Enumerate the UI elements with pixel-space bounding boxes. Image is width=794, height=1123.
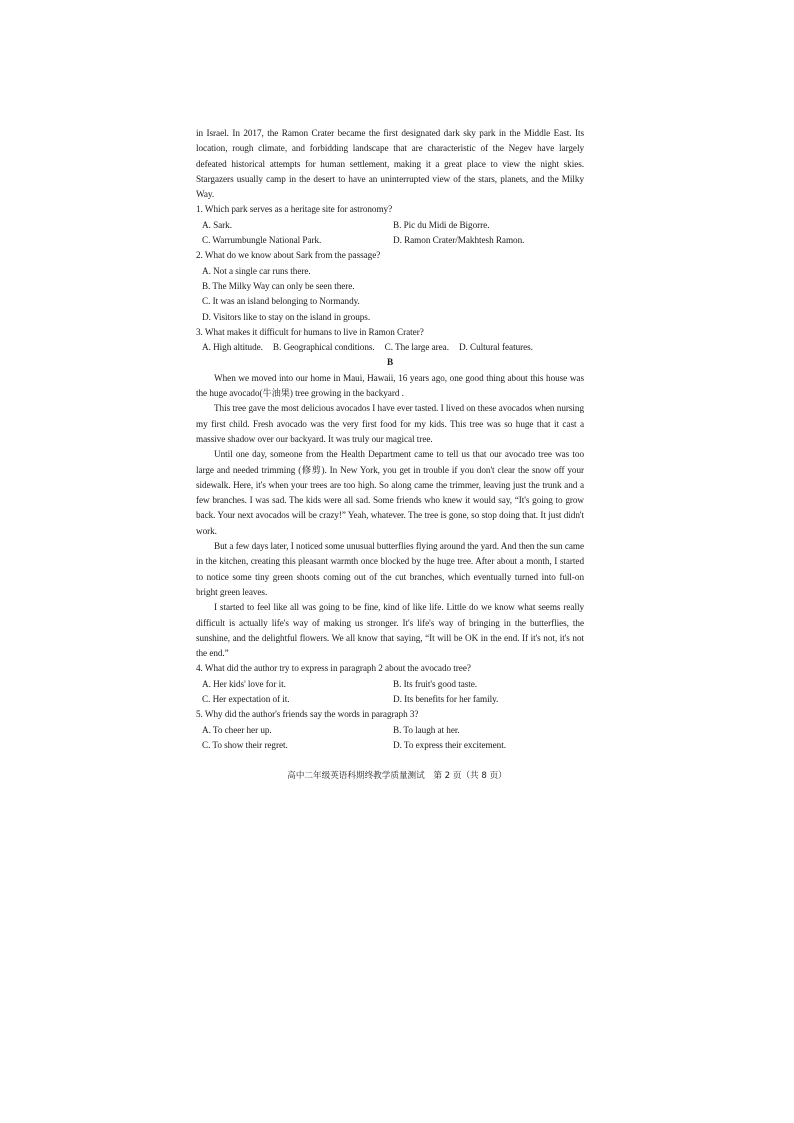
question-1-option-c: C. Warrumbungle National Park.	[202, 235, 322, 246]
question-4-option-b: B. Its fruit's good taste.	[393, 678, 478, 689]
passage-b-paragraph-1: When we moved into our home in Maui, Hawaii, 16 years ago, one good thing about this house was the huge avocado(牛油果) tree growing in the backyard .	[196, 372, 584, 399]
passage-b-paragraph-5: I started to feel like all was going to be fine, kind of like life. Little do we know what seems really difficult is actually life's way of making us stronger. It's life's way of bringing in the butterflies, the sunshine, and the delightful flowers. We all know that saying, “It will be OK in the end. If it's not, it's not the end.”	[196, 602, 584, 659]
question-1-option-a: A. Sark.	[202, 219, 232, 230]
question-4-stem: 4. What did the author try to express in paragraph 2 about the avocado tree?	[196, 663, 471, 674]
section-b-heading: B	[386, 357, 394, 368]
passage-b-paragraph-3: Until one day, someone from the Health Department came to tell us that our avocado tree was too large and needed trimming (修剪). In New York, you get in trouble if you don't clear the snow off your sidewalk. Here, it's when your trees are too high. So along came the trimmer, leaving just the trunk and a few branches. I was sad. The kids were all sad. Some friends who knew it would say, “It's going to grow back. Your next avocados will be crazy!” Yeah, whatever. The tree is gone, so stop doing that. It just didn't work.	[196, 449, 584, 536]
question-2-option-a: A. Not a single car runs there.	[202, 265, 311, 276]
question-5-option-d: D. To express their excitement.	[393, 739, 506, 750]
question-3-options	[196, 340, 584, 355]
question-4-option-a: A. Her kids' love for it.	[202, 678, 286, 689]
question-3-option-d: D. Cultural features.	[458, 342, 533, 353]
question-2-option-d: D. Visitors like to stay on the island in groups.	[202, 311, 371, 322]
question-2-option-b: B. The Milky Way can only be seen there.	[202, 280, 355, 291]
question-3-stem: 3. What makes it difficult for humans to live in Ramon Crater?	[196, 326, 424, 337]
question-1-stem: 1. Which park serves as a heritage site for astronomy?	[196, 204, 393, 215]
question-3-option-a: A. High altitude.	[202, 342, 263, 353]
question-5-options	[196, 723, 584, 754]
question-2-options	[196, 264, 584, 325]
passage-a-tail: in Israel. In 2017, the Ramon Crater became the first designated dark sky park in the Middle East. Its location, rough climate, and forbidding landscape that are characteristic of the Negev have largely defeated historical attempts for human settlement, making it a great place to view the night skies. Stargazers usually camp in the desert to have an uninterrupted view of the stars, planets, and the Milky Way.	[196, 128, 584, 200]
exam-page-content	[196, 126, 584, 753]
question-5-option-c: C. To show their regret.	[202, 739, 288, 750]
question-5-option-a: A. To cheer her up.	[202, 724, 272, 735]
question-1-option-b: B. Pic du Midi de Bigorre.	[393, 219, 490, 230]
question-3-option-c: C. The large area.	[384, 342, 449, 353]
question-4-options	[196, 677, 584, 708]
question-5-stem: 5. Why did the author's friends say the words in paragraph 3?	[196, 709, 419, 720]
passage-b-paragraph-2: This tree gave the most delicious avocados I have ever tasted. I lived on these avocados when nursing my first child. Fresh avocado was the very first food for my kids. This tree was so huge that it cast a massive shadow over our backyard. It was truly our magical tree.	[196, 403, 584, 444]
question-2-option-c: C. It was an island belonging to Normandy.	[202, 296, 360, 307]
question-5-option-b: B. To laugh at her.	[393, 724, 460, 735]
question-1-option-d: D. Ramon Crater/Makhtesh Ramon.	[393, 235, 525, 246]
question-2-stem: 2. What do we know about Sark from the passage?	[196, 250, 381, 261]
question-1-options	[196, 218, 584, 249]
question-4-option-c: C. Her expectation of it.	[202, 693, 290, 704]
question-3-option-b: B. Geographical conditions.	[272, 342, 375, 353]
passage-b-paragraph-4: But a few days later, I noticed some unusual butterflies flying around the yard. And then the sun came in the kitchen, creating this pleasant warmth once blocked by the huge tree. After about a month, I started to notice some tiny green shoots coming out of the cut branches, which eventually turned into full-on bright green leaves.	[196, 541, 584, 597]
question-4-option-d: D. Its benefits for her family.	[393, 693, 499, 704]
page-footer: 高中二年级英语科期终教学质量测试 第 2 页（共 8 页）	[287, 771, 507, 781]
